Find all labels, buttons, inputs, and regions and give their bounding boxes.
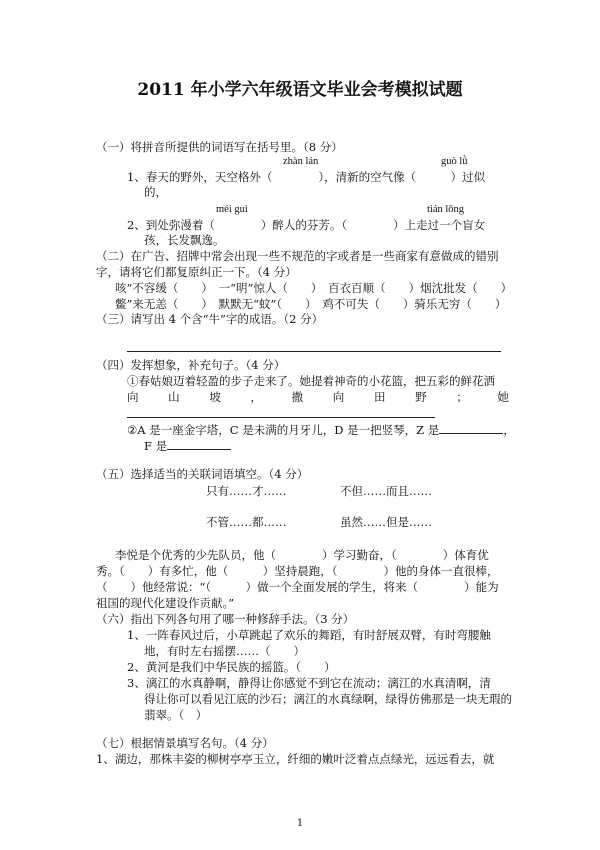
section-7-line-1: 1、湖边，那株丰姿的柳树亭亭玉立，纤细的嫩叶泛着点点绿光，远远看去，就	[96, 752, 495, 766]
rhetoric-3-line-1: 3、漓江的水真静啊，静得让你感觉不到它在流动；漓江的水真清啊，清	[127, 676, 491, 690]
rhetoric-1-line-2: 地，有时左右摇摆……（ ）	[144, 644, 305, 658]
pinyin-tianlong: tián lǒng	[427, 204, 465, 215]
spaced-char: 撒	[291, 390, 304, 404]
letters-f: F 是	[144, 439, 168, 453]
paragraph-line-4: 祖国的现代化建设作贡献。”	[96, 596, 235, 610]
question-1-line-2: 的，	[144, 185, 167, 199]
section-3-heading: （三）请写出 4 个含“牛”字的成语。（2 分）	[96, 312, 324, 326]
question-1-line-1: 1、春天的野外，天空格外（ ），清新的空气像（ ）过似	[127, 170, 486, 184]
spaced-char: 她	[497, 390, 509, 404]
letters-comma: ，	[503, 423, 515, 437]
page-number: 1	[296, 818, 304, 829]
spaced-char: 向	[127, 390, 139, 404]
option-buguan-dou: 不管……都……	[206, 515, 287, 529]
spaced-char: 山	[168, 390, 180, 404]
answer-line-spring[interactable]	[127, 417, 435, 418]
section-1-heading: （一）将拼音所提供的词语写在括号里。（8 分）	[96, 140, 343, 154]
letters-sentence: ②A 是一座金字塔，C 是未满的月牙儿，D 是一把竖琴，Z 是	[127, 423, 440, 437]
rhetoric-1-line-1: 1、一阵春风过后，小草跳起了欢乐的舞蹈，有时舒展双臂，有时弯腰触	[127, 628, 491, 642]
wrong-words-row-2: 鳖”来无恙（ ） 默默无“蚊”（ ） 鸡不可失（ ）骑乐无穷（ ）	[115, 297, 507, 311]
spaced-char: ，	[250, 390, 262, 404]
spaced-char: ；	[456, 390, 468, 404]
blank-f[interactable]	[167, 438, 231, 450]
pinyin-zhanlan: zhàn lán	[283, 156, 319, 167]
rhetoric-3-line-2: 得让你可以看见江底的沙石；漓江的水真绿啊，绿得仿佛那是一块无瑕的	[144, 692, 512, 706]
section-4-line-1: ①春姑娘迈着轻盈的步子走来了。她提着神奇的小花篮，把五彩的鲜花洒	[127, 374, 495, 388]
section-5-heading: （五）选择适当的关联词语填空。（4 分）	[96, 467, 309, 481]
section-6-heading: （六）指出下列各句用了哪一种修辞手法。（3 分）	[96, 612, 355, 626]
spaced-char: 向	[332, 390, 345, 404]
blank-z[interactable]	[439, 422, 503, 434]
page-title: 2011 年小学六年级语文毕业会考模拟试题	[137, 80, 463, 100]
paragraph-line-1: 李悦是个优秀的少先队员，他（ ）学习勤奋，（ ）体育优	[115, 548, 489, 562]
spaced-char: 田	[373, 390, 386, 404]
section-2-heading-line-2: 字，请将它们都复原纠正一下。（4 分）	[96, 265, 297, 279]
rhetoric-2: 2、黄河是我们中华民族的摇篮。（ ）	[127, 660, 336, 674]
option-zhiyou-cai: 只有……才……	[206, 484, 287, 498]
answer-line-idioms[interactable]	[127, 351, 501, 352]
section-4-line-3	[127, 422, 515, 437]
wrong-words-row-1: 咳”不容缓（ ） 一“明”惊人（ ） 百衣百顺（ ）烟沈批发（ ）	[115, 281, 513, 295]
question-2-line-1: 2、到处弥漫着（ ）醉人的芬芳。（ ）上走过一个盲女	[127, 218, 486, 232]
section-4-spaced-line	[127, 390, 509, 404]
pinyin-guolv: guò lǜ	[441, 156, 468, 167]
option-budan-erqie: 不但……而且……	[340, 484, 432, 498]
spaced-char: 坡	[209, 390, 221, 404]
pinyin-meigui: méi guì	[216, 204, 248, 215]
option-suiran-danshi: 虽然……但是……	[340, 515, 432, 529]
paragraph-line-3: （ ）他经常说：“（ ）做一个全面发展的学生，将来（ ）能为	[96, 580, 499, 594]
section-7-heading: （七）根据情景填写名句。（4 分）	[96, 736, 274, 750]
section-2-heading-line-1: （二）在广告、招牌中常会出现一些不规范的字或者是一些商家有意做成的错别	[96, 249, 499, 263]
paragraph-line-2: 秀。（ ）有多忙，他（ ）坚持晨跑，（ ）他的身体一直很棒，	[96, 564, 499, 578]
section-4-heading: （四）发挥想象，补充句子。（4 分）	[96, 358, 286, 372]
spaced-char: 野	[415, 390, 427, 404]
section-4-line-4	[144, 438, 231, 453]
question-2-line-2: 孩，长发飘逸。	[144, 233, 225, 247]
rhetoric-3-line-3: 翡翠。（ ）	[144, 708, 208, 722]
